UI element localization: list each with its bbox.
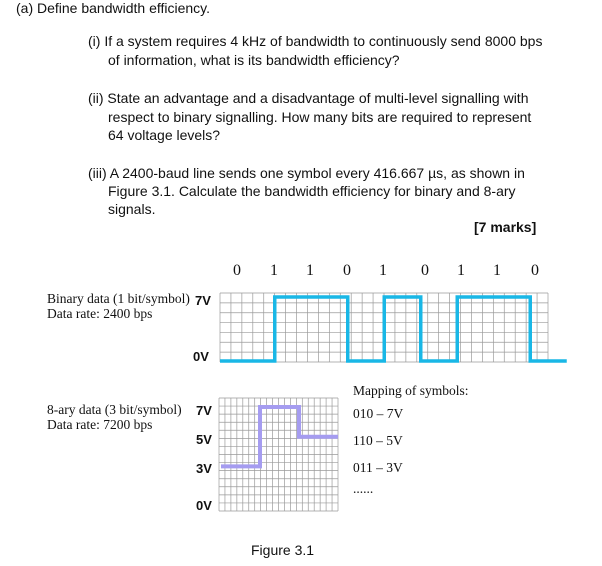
part-ii-line-1: (ii) State an advantage and a disadvantage of multi-level signalling with <box>88 90 529 106</box>
part-ii-line-2: respect to binary signalling. How many bits are required to represent <box>108 109 532 125</box>
marks-label: [7 marks] <box>474 219 537 235</box>
part-i-line-1: (i) If a system requires 4 kHz of bandwidth to continuously send 8000 bps <box>88 33 543 49</box>
eight-ary-level-5v: 5V <box>196 432 212 447</box>
figure-caption: Figure 3.1 <box>251 542 315 558</box>
binary-level-7v: 7V <box>195 293 211 308</box>
part-ii-line-3: 64 voltage levels? <box>108 127 221 143</box>
eight-ary-level-7v: 7V <box>196 403 212 418</box>
bit-label: 1 <box>306 262 314 279</box>
eight-ary-level-3v: 3V <box>196 461 212 476</box>
question-heading: (a) Define bandwidth efficiency. <box>16 0 211 16</box>
eight-ary-data-label: 8-ary data (3 bit/symbol) <box>47 402 182 417</box>
part-i-line-2: of information, what is its bandwidth efficiency? <box>108 52 400 68</box>
mapping-item: 110 – 5V <box>353 433 403 448</box>
bit-label: 0 <box>421 262 429 279</box>
bit-label: 1 <box>493 262 501 279</box>
mapping-item: 011 – 3V <box>353 460 403 475</box>
bit-label: 0 <box>343 262 351 279</box>
part-iii-line-1: (iii) A 2400-baud line sends one symbol every 416.667 µs, as shown in <box>88 165 525 181</box>
part-iii-line-2: Figure 3.1. Calculate the bandwidth efficiency for binary and 8-ary <box>108 183 516 199</box>
binary-level-0v: 0V <box>193 349 209 364</box>
eight-ary-level-0v: 0V <box>196 498 212 513</box>
eight-ary-rate-label: Data rate: 7200 bps <box>47 417 153 432</box>
bit-label: 0 <box>531 262 539 279</box>
mapping-ellipsis: ...... <box>353 481 374 496</box>
part-iii-line-3: signals. <box>108 201 156 217</box>
eight-ary-grid <box>219 398 338 511</box>
bit-label: 1 <box>457 262 465 279</box>
binary-rate-label: Data rate: 2400 bps <box>47 306 153 321</box>
bit-label: 1 <box>379 262 387 279</box>
bit-label: 0 <box>233 262 241 279</box>
bit-label: 1 <box>270 262 278 279</box>
mapping-title: Mapping of symbols: <box>353 383 469 398</box>
binary-waveform <box>220 297 567 361</box>
mapping-item: 010 – 7V <box>353 406 404 421</box>
binary-data-label: Binary data (1 bit/symbol) <box>47 291 190 306</box>
